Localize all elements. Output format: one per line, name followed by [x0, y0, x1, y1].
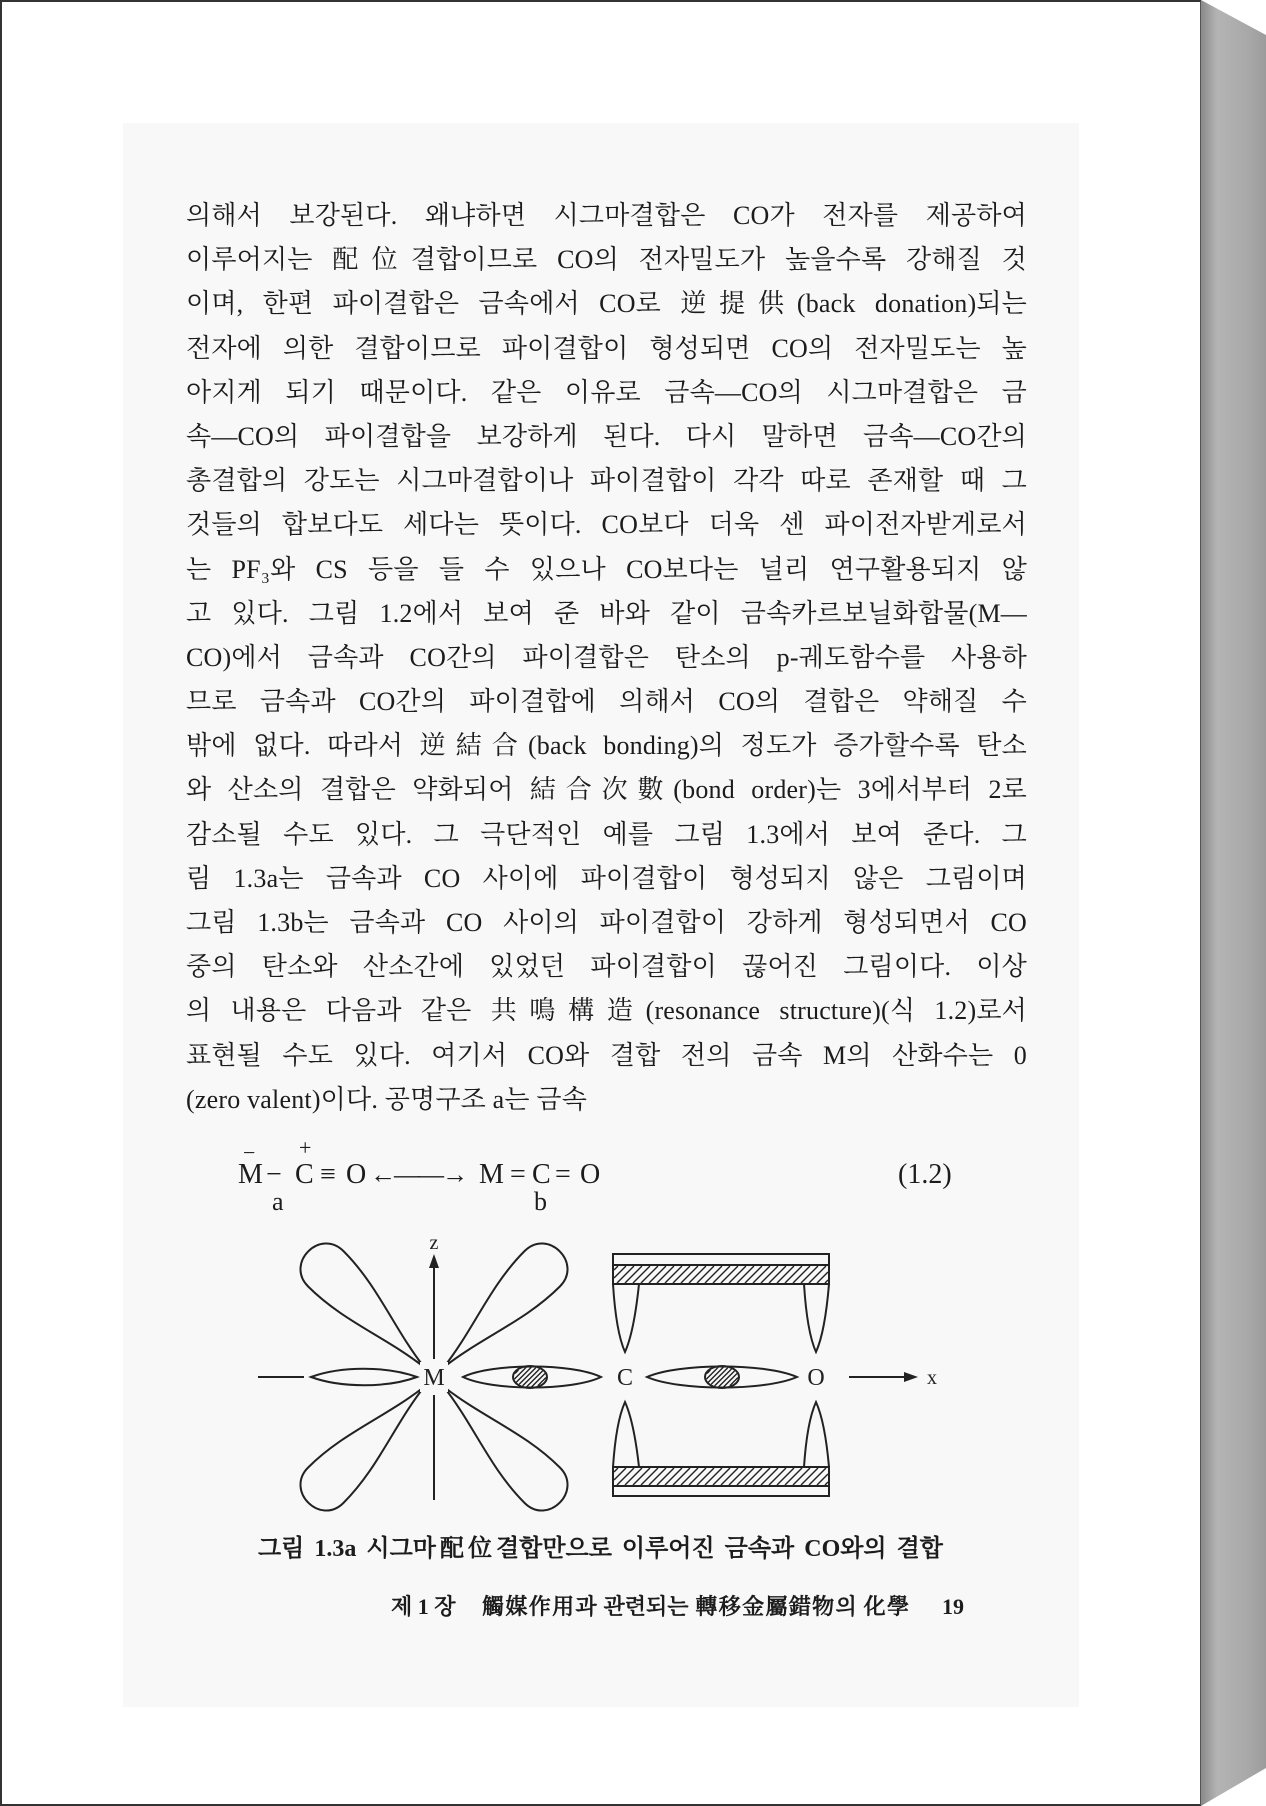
body-line: 중의 탄소와 산소간에 있었던 파이결합이 끊어진 그림이다. 이상 [186, 952, 1027, 982]
hatch-line [713, 1266, 730, 1283]
hatch-line [705, 1266, 722, 1283]
eq-resonance-arrow: ←——→ [370, 1160, 466, 1189]
body-line: 총결합의 강도는 시그마결합이나 파이결합이 각각 따로 존재할 때 그 [186, 466, 1027, 496]
hatch-line [785, 1468, 802, 1485]
hatch-line [769, 1266, 786, 1283]
oxygen-p-lobe-upper [804, 1284, 829, 1352]
hatch-line [633, 1468, 650, 1485]
eq-a-metal: M [238, 1159, 263, 1190]
hatch-line [657, 1266, 674, 1283]
hatch-line [753, 1266, 770, 1283]
hatch-line [801, 1266, 818, 1283]
eq-a-metal-charge: − [243, 1140, 256, 1165]
hatching [514, 1266, 828, 1485]
hatch-line [625, 1468, 642, 1485]
eq-a-carbon: C [295, 1159, 314, 1190]
body-line: 이루어지는 配位결합이므로 CO의 전자밀도가 높을수록 강해질 것 [186, 245, 1027, 275]
body-line: 는 PF₃와 CS 등을 들 수 있으나 CO보다는 널리 연구활용되지 않 [186, 554, 1027, 584]
hatch-line [761, 1266, 778, 1283]
hatch-line [721, 1468, 738, 1485]
book-edge [1201, 0, 1266, 1806]
oxygen-atom-label: O [807, 1365, 825, 1391]
hatch-line [673, 1468, 690, 1485]
body-line: 밖에 없다. 따라서 逆結合(back bonding)의 정도가 증가할수록 탄소 [186, 731, 1027, 761]
body-line: 그림 1.3b는 금속과 CO 사이의 파이결합이 강하게 형성되면서 CO [186, 908, 1027, 937]
hatch-line [705, 1468, 722, 1485]
hatch-line [809, 1266, 826, 1283]
carbon-p-lobe-upper [613, 1284, 639, 1352]
d-orbital-lobe [291, 1234, 442, 1385]
hatch-line [737, 1468, 754, 1485]
body-line: (zero valent)이다. 공명구조 a는 금속 [186, 1084, 588, 1114]
footer-chapter: 제 1 장 [391, 1594, 456, 1619]
hatch-line [649, 1266, 666, 1283]
hatch-line [689, 1468, 706, 1485]
hatch-line [641, 1266, 658, 1283]
hatch-line [825, 1482, 828, 1485]
hatch-line [801, 1468, 818, 1485]
hatch-line [729, 1468, 746, 1485]
body-line: 이며, 한편 파이결합은 금속에서 CO로 逆提供(back donation)되는 [186, 289, 1027, 319]
x-axis-label: x [927, 1367, 937, 1389]
d-orbital-lobe [426, 1369, 577, 1520]
hatch-line [681, 1266, 698, 1283]
hatch-line [777, 1468, 794, 1485]
oxygen-p-lobe-lower [804, 1402, 829, 1467]
body-line: 므로 금속과 CO간의 파이결합에 의해서 CO의 결합은 약해질 수 [186, 687, 1027, 717]
hatch-line [617, 1266, 634, 1283]
eq-label-a: a [272, 1187, 284, 1216]
carbon-p-lobe-lower [613, 1402, 639, 1467]
hatch-line [761, 1468, 778, 1485]
figure-caption: 그림 1.3a 시그마配位결합만으로 이루어진 금속과 CO와의 결합 [258, 1536, 943, 1562]
x-axis-arrowhead [904, 1372, 918, 1382]
d-orbital-lobe [291, 1369, 442, 1520]
hatch-line [721, 1266, 738, 1283]
eq-b-carbon: C [532, 1159, 551, 1190]
hatch-line [614, 1468, 618, 1472]
sigma-lobe-left [311, 1369, 417, 1386]
hatch-line [641, 1468, 658, 1485]
hatch-line [649, 1468, 666, 1485]
body-line: 와 산소의 결합은 약화되어 結合次數(bond order)는 3에서부터 2로 [186, 775, 1027, 805]
eq-b-metal: M [479, 1159, 504, 1190]
hatch-line [753, 1468, 770, 1485]
body-line: CO)에서 금속과 CO간의 파이결합은 탄소의 p-궤도함수를 사용하 [186, 642, 1027, 672]
z-axis-label: z [429, 1232, 439, 1254]
d-orbital-lobe [426, 1234, 577, 1385]
page-number: 19 [942, 1594, 964, 1619]
hatch-line [697, 1266, 714, 1283]
hatch-line [617, 1468, 634, 1485]
body-line: 고 있다. 그림 1.2에서 보여 준 바와 같이 금속카르보닐화합물(M— [186, 598, 1027, 628]
hatch-line [777, 1266, 794, 1283]
orbital-diagram [242, 1232, 962, 1522]
eq-a-bond-triple: ≡ [320, 1159, 336, 1190]
eq-a-carbon-charge: + [299, 1135, 312, 1160]
eq-number: (1.2) [898, 1159, 952, 1190]
metal-atom-label: M [423, 1365, 445, 1391]
hatch-line [665, 1266, 682, 1283]
hatch-line [745, 1266, 762, 1283]
body-line: 아지게 되기 때문이다. 같은 이유로 금속—CO의 시그마결합은 금 [186, 377, 1027, 407]
hatch-line [713, 1468, 730, 1485]
hatch-line [729, 1266, 746, 1283]
hatch-line [793, 1468, 810, 1485]
hatch-line [614, 1266, 618, 1270]
hatch-line [633, 1266, 650, 1283]
hatch-line [785, 1266, 802, 1283]
hatch-line [657, 1468, 674, 1485]
body-line: 림 1.3a는 금속과 CO 사이에 파이결합이 형성되지 않은 그림이며 [186, 863, 1027, 893]
hatch-line [689, 1266, 706, 1283]
footer-running-title: 觸媒作用과 관련되는 轉移金屬錯物의 化學 [482, 1594, 909, 1619]
hatch-line [825, 1280, 828, 1283]
eq-b-bond-2: = [555, 1159, 571, 1190]
eq-b-bond-1: = [510, 1159, 526, 1190]
eq-label-b: b [534, 1187, 547, 1216]
body-line: 속—CO의 파이결합을 보강하게 된다. 다시 말하면 금속—CO간의 [186, 421, 1027, 451]
hatch-line [793, 1266, 810, 1283]
body-line: 의해서 보강된다. 왜냐하면 시그마결합은 CO가 전자를 제공하여 [186, 201, 1027, 230]
hatch-line [625, 1266, 642, 1283]
hatch-line [681, 1468, 698, 1485]
carbon-atom-label: C [616, 1365, 634, 1391]
hatch-line [697, 1468, 714, 1485]
hatch-line [673, 1266, 690, 1283]
z-axis-arrowhead [429, 1254, 439, 1268]
hatch-line [737, 1266, 754, 1283]
body-line: 감소될 수도 있다. 그 극단적인 예를 그림 1.3에서 보여 준다. 그 [186, 819, 1027, 849]
eq-b-oxygen: O [580, 1159, 601, 1190]
eq-a-bond-single: − [266, 1159, 282, 1190]
body-line: 전자에 의한 결합이므로 파이결합이 형성되면 CO의 전자밀도는 높 [186, 333, 1027, 363]
hatch-line [809, 1468, 826, 1485]
hatch-line [769, 1468, 786, 1485]
hatch-line [745, 1468, 762, 1485]
body-text [186, 194, 1027, 1122]
body-line: 표현될 수도 있다. 여기서 CO와 결합 전의 금속 M의 산화수는 0 [186, 1040, 1027, 1070]
body-line: 것들의 합보다도 세다는 뜻이다. CO보다 더욱 센 파이전자받게로서 [186, 510, 1027, 540]
hatch-line [665, 1468, 682, 1485]
eq-a-oxygen: O [346, 1159, 367, 1190]
body-line: 의 내용은 다음과 같은 共鳴構造(resonance structure)(식 1.2)로서 [186, 996, 1027, 1026]
